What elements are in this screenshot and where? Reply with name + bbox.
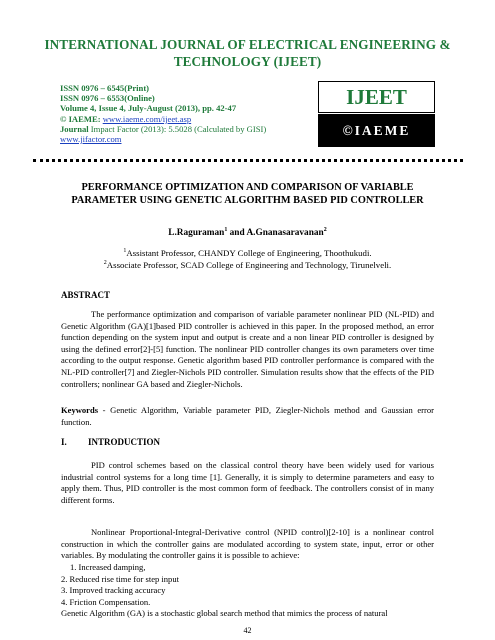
journal-title-line2: TECHNOLOGY (IJEET) bbox=[173, 54, 322, 69]
section-heading-introduction bbox=[61, 437, 160, 447]
section-title: INTRODUCTION bbox=[88, 437, 161, 447]
benefits-list bbox=[61, 562, 434, 608]
intro-paragraph-1: PID control schemes based on the classical control theory have been widely used for various industrial control systems for a long time [1]. Generally, it is simply to determine parameters and easy to apply them. Thus, PID controller is the most common form of feedback. The controllers consist of in many different forms. bbox=[61, 460, 434, 505]
author-line bbox=[40, 227, 455, 239]
paper-title-line2: PARAMETER USING GENETIC ALGORITHM BASED PID CONTROLLER bbox=[71, 195, 424, 206]
affiliation-1-text: Assistant Professor, CHANDY College of Engineering, Thoothukudi. bbox=[126, 248, 372, 258]
affiliation-1-sup: 1 bbox=[123, 248, 127, 255]
affiliation-2-sup: 2 bbox=[103, 260, 107, 267]
list-item: 3. Improved tracking accuracy bbox=[61, 585, 166, 596]
impact-text: Impact Factor (2013): 5.5028 (Calculated by GISI) bbox=[88, 123, 267, 134]
list-item: 4. Friction Compensation. bbox=[61, 596, 151, 607]
logo-ijeet: IJEET bbox=[318, 81, 435, 113]
page-number: 42 bbox=[243, 626, 252, 635]
iaeme-prefix: © IAEME: bbox=[60, 113, 103, 124]
impact-factor-line bbox=[60, 124, 310, 134]
author-1-sup: 1 bbox=[224, 226, 228, 233]
impact-label: Journal bbox=[60, 123, 89, 134]
journal-logo bbox=[318, 81, 435, 147]
author-1: L.Raguraman bbox=[168, 228, 225, 238]
iaeme-line bbox=[60, 114, 310, 124]
affiliation-2-text: Associate Professor, SCAD College of Engineering and Technology, Tirunelveli. bbox=[106, 260, 392, 270]
issn-print: ISSN 0976 – 6545(Print) bbox=[60, 83, 150, 93]
keywords-text: - Genetic Algorithm, Variable parameter PID, Ziegler-Nichols method and Gaussian error function. bbox=[61, 405, 434, 427]
iaeme-link[interactable]: www.iaeme.com/ijeet.asp bbox=[102, 113, 192, 124]
abstract-body: The performance optimization and comparison of variable parameter nonlinear PID (NL-PID) and Genetic Algorithm (GA)[1]based PID controller is achieved in this paper. In the proposed method, an error function depending on the system input and output is create and a non linear PID controller is designed by using the defined error[2]-[5] function. The nonlinear PID controller changes its own parameters over time according to the output response. Genetic algorithm based PID controller performance is compared with the NL-PID controller[7] and Ziegler-Nichols PID controller. Simulation results show that the effects of the PID controllers; nonlinear GA based and Ziegler-Nichols. bbox=[61, 309, 434, 389]
volume-info: Volume 4, Issue 4, July-August (2013), pp. 42-47 bbox=[60, 103, 237, 114]
intro-paragraph-2: Nonlinear Proportional-Integral-Derivative control (NPID control)[2-10] is a nonlinear control construction in which the controller gains are modulated according to system state, input, error or other variables. By modulating the controller gains it is possible to achieve: bbox=[61, 527, 434, 561]
logo-iaeme: ©IAEME bbox=[318, 114, 435, 147]
author-and: and A.Gnanasaravanan bbox=[227, 228, 324, 238]
paper-title bbox=[40, 181, 455, 207]
journal-title bbox=[30, 36, 465, 70]
affiliation-1 bbox=[40, 247, 455, 259]
paper-title-line1: PERFORMANCE OPTIMIZATION AND COMPARISON OF VARIABLE bbox=[81, 182, 414, 193]
jifactor-link[interactable]: www.jifactor.com bbox=[60, 134, 122, 145]
affiliation-2 bbox=[40, 259, 455, 271]
keywords-label: Keywords bbox=[61, 405, 99, 415]
intro-paragraph-3: Genetic Algorithm (GA) is a stochastic global search method that mimics the process of natural bbox=[61, 608, 388, 618]
list-item: 1. Increased damping, bbox=[70, 562, 146, 572]
affiliations bbox=[40, 247, 455, 271]
keywords bbox=[61, 405, 434, 428]
masthead-info bbox=[60, 83, 310, 144]
list-item: 2. Reduced rise time for step input bbox=[61, 573, 179, 584]
author-2-sup: 2 bbox=[323, 226, 327, 233]
abstract-heading: ABSTRACT bbox=[61, 290, 111, 300]
section-number: I. bbox=[61, 437, 67, 447]
issn-online: ISSN 0976 – 6553(Online) bbox=[60, 93, 155, 104]
dotted-divider bbox=[33, 159, 463, 162]
journal-title-line1: INTERNATIONAL JOURNAL OF ELECTRICAL ENGINEERING & bbox=[44, 37, 451, 52]
